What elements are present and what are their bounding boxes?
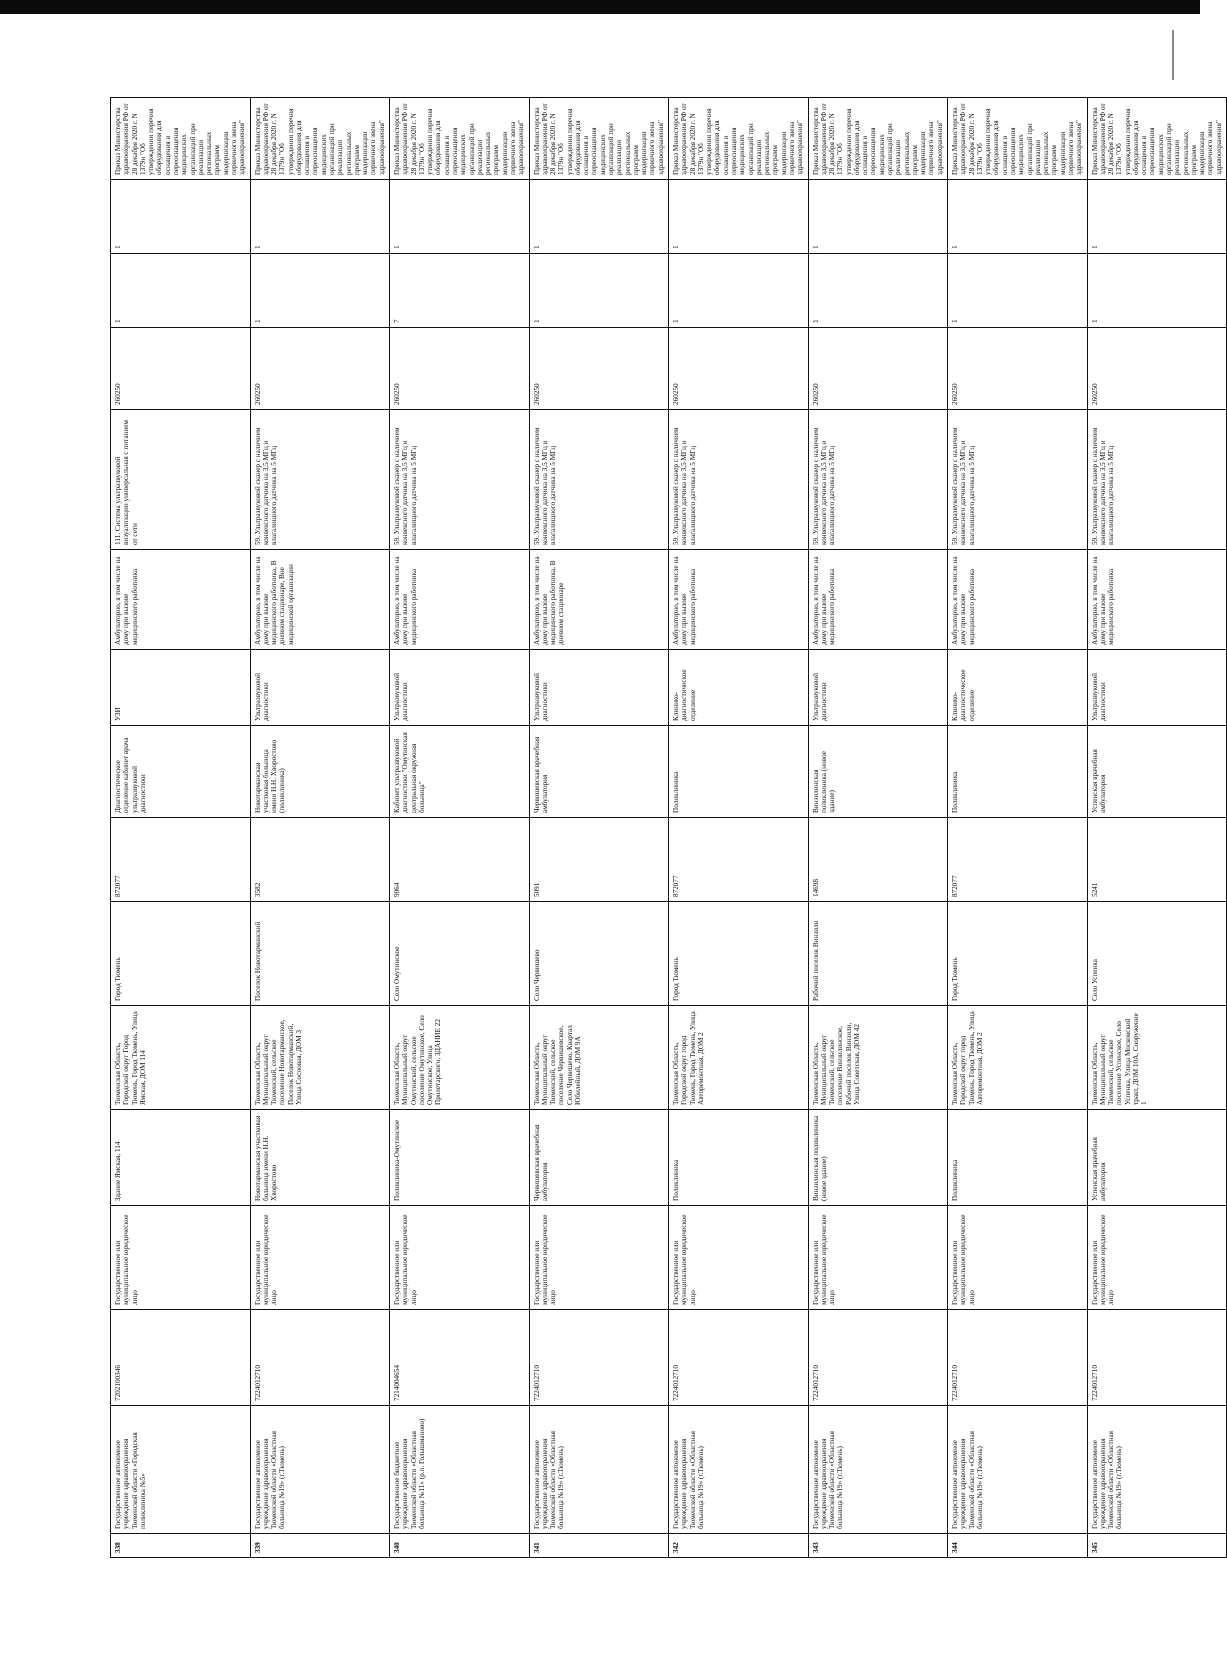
legal-form-cell: Государственное или муниципальное юридическое лицо — [808, 1206, 948, 1310]
population-cell: 14698 — [808, 818, 948, 902]
care-conditions-cell: Амбулаторно, в том числе на дому при вызове медицинского работника — [948, 550, 1088, 650]
equipment-code-cell: 260250 — [669, 328, 809, 410]
room-cell: Клинико-диагностическое отделение — [948, 650, 1088, 726]
table-row — [529, 98, 669, 1558]
building-name-cell: Винзилинская поликлиника (новое здание) — [808, 1110, 948, 1206]
legal-form-cell: Государственное или муниципальное юридическое лицо — [250, 1206, 390, 1310]
equipment-code-cell: 260250 — [250, 328, 390, 410]
address-cell: Тюменская Область, Муниципальный округ Тюменский, сельское поселение Новотарманское, Поселок Новотарманский, Улица Сосновая, ДОМ 3 — [250, 1006, 390, 1110]
organization-name-cell: Государственное автономное учреждение здравоохранения Тюменской области «Областная больница №19» (г.Тюмень) — [529, 1406, 669, 1534]
row-number-cell: 339 — [250, 1534, 390, 1558]
locality-cell: Село Омутинское — [390, 902, 530, 1006]
quantity-1-cell: 7 — [390, 254, 530, 328]
population-cell: 9064 — [390, 818, 530, 902]
quantity-1-cell: 1 — [1087, 254, 1227, 328]
equipment-code-cell: 260250 — [1087, 328, 1227, 410]
department-cell: Червишевская врачебная амбулатория — [529, 726, 669, 818]
address-cell: Тюменская Область, Городской округ город Тюмень, Город Тюмень, Улица Авторемонтная, ДОМ 2 — [669, 1006, 809, 1110]
inn-code-cell: 7224012710 — [1087, 1310, 1227, 1406]
room-cell: УЗИ — [111, 650, 251, 726]
room-cell: Ультразвуковой диагностики — [1087, 650, 1227, 726]
care-conditions-cell: Амбулаторно, в том числе на дому при вызове медицинского работника — [669, 550, 809, 650]
equipment-name-cell: 111. Система ультразвуковой визуализации универсальная с питанием от сети — [111, 410, 251, 550]
organization-name-cell: Государственное автономное учреждение здравоохранения Тюменской области «Областная больница №19» (г.Тюмень) — [669, 1406, 809, 1534]
building-name-cell: Поликлиника-Омутинское — [390, 1110, 530, 1206]
quantity-1-cell: 1 — [250, 254, 390, 328]
organization-name-cell: Государственное бюджетное учреждение здравоохранения Тюменской области «Областная больница №11» (р.п. Голышманово) — [390, 1406, 530, 1534]
table-row — [390, 98, 530, 1558]
table-row — [669, 98, 809, 1558]
building-name-cell: Поликлиника — [948, 1110, 1088, 1206]
equipment-code-cell: 260250 — [808, 328, 948, 410]
inn-code-cell: 7224012710 — [529, 1310, 669, 1406]
department-cell: Новотарманская участковая больница имени Н.Н. Хворостово (поликлиника) — [250, 726, 390, 818]
address-cell: Тюменская Область, Муниципальный округ Тюменский, сельское поселение Успенское, Село Успенка, Улица Московский тракт, ДОМ 10А, Сооружение 1 — [1087, 1006, 1227, 1110]
building-name-cell: Червишевская врачебная амбулатория — [529, 1110, 669, 1206]
organization-name-cell: Государственное автономное учреждение здравоохранения Тюменской области «Городская поликлиника №5» — [111, 1406, 251, 1534]
legal-basis-cell: Приказ Министерства здравоохранения РФ от 28 декабря 2020 г. N 1379н "Об утверждении перечня оборудования для оснащения и переоснащения медицинских организаций при реализации региональных программ модернизации первичного звена здравоохранения" — [1087, 98, 1227, 180]
quantity-2-cell: 1 — [1087, 180, 1227, 254]
inn-code-cell: 7224012710 — [669, 1310, 809, 1406]
room-cell: Ультразвуковой диагностики — [808, 650, 948, 726]
legal-form-cell: Государственное или муниципальное юридическое лицо — [948, 1206, 1088, 1310]
department-cell: Диагностическое отделение кабинет врача ультразвуковой диагностики — [111, 726, 251, 818]
quantity-1-cell: 1 — [948, 254, 1088, 328]
quantity-1-cell: 1 — [111, 254, 251, 328]
equipment-code-cell: 260250 — [390, 328, 530, 410]
equipment-name-cell: 59. Ультразвуковой сканер с наличием конвексного датчика на 3,5 МГц и влагалищного датчика на 5 МГц — [529, 410, 669, 550]
care-conditions-cell: Амбулаторно, в том числе на дому при вызове медицинского работника, В дневном стационаре — [529, 550, 669, 650]
row-number-cell: 338 — [111, 1534, 251, 1558]
quantity-1-cell: 1 — [808, 254, 948, 328]
row-number-cell: 345 — [1087, 1534, 1227, 1558]
room-cell: Клинико-диагностическое отделение — [669, 650, 809, 726]
room-cell: Ультразвуковой диагностики — [250, 650, 390, 726]
legal-basis-cell: Приказ Министерства здравоохранения РФ от 28 декабря 2020 г. N 1379н "Об утверждении перечня оборудования для оснащения и переоснащения медицинских организаций при реализации региональных программ модернизации первичного звена здравоохранения" — [111, 98, 251, 180]
table-row — [1087, 98, 1227, 1558]
room-cell: Ультразвуковой диагностики — [390, 650, 530, 726]
equipment-registry-table — [110, 97, 1227, 1558]
department-cell: Успенская врачебная амбулатория — [1087, 726, 1227, 818]
quantity-2-cell: 1 — [250, 180, 390, 254]
population-cell: 3582 — [250, 818, 390, 902]
row-number-cell: 343 — [808, 1534, 948, 1558]
organization-name-cell: Государственное автономное учреждение здравоохранения Тюменской области «Областная больница №19» (г.Тюмень) — [808, 1406, 948, 1534]
population-cell: 872077 — [111, 818, 251, 902]
population-cell: 872077 — [669, 818, 809, 902]
locality-cell: Село Успенка — [1087, 902, 1227, 1006]
quantity-2-cell: 1 — [948, 180, 1088, 254]
table-body — [111, 98, 1227, 1558]
legal-form-cell: Государственное или муниципальное юридическое лицо — [669, 1206, 809, 1310]
care-conditions-cell: Амбулаторно, в том числе на дому при вызове медицинского работника — [390, 550, 530, 650]
quantity-2-cell: 1 — [529, 180, 669, 254]
equipment-code-cell: 260250 — [529, 328, 669, 410]
equipment-name-cell: 59. Ультразвуковой сканер с наличием конвексного датчика на 3,5 МГц и влагалищного датчика на 5 МГц — [948, 410, 1088, 550]
equipment-name-cell: 59. Ультразвуковой сканер с наличием конвексного датчика на 3,5 МГц и влагалищного датчика на 5 МГц — [669, 410, 809, 550]
row-number-cell: 340 — [390, 1534, 530, 1558]
address-cell: Тюменская Область, Муниципальный округ Тюменский, сельское поселение Винзилинское, Рабочий поселок Винзили, Улица Советская, ДОМ 42 — [808, 1006, 948, 1110]
row-number-cell: 344 — [948, 1534, 1088, 1558]
legal-basis-cell: Приказ Министерства здравоохранения РФ от 28 декабря 2020 г. N 1379н "Об утверждении перечня оборудования для оснащения и переоснащения медицинских организаций при реализации региональных программ модернизации первичного звена здравоохранения" — [250, 98, 390, 180]
building-name-cell: Здание Ямская, 114 — [111, 1110, 251, 1206]
row-number-cell: 342 — [669, 1534, 809, 1558]
care-conditions-cell: Амбулаторно, в том числе на дому при вызове медицинского работника — [1087, 550, 1227, 650]
address-cell: Тюменская Область, Городской округ город Тюмень, Город Тюмень, Улица Авторемонтная, ДОМ 2 — [948, 1006, 1088, 1110]
legal-basis-cell: Приказ Министерства здравоохранения РФ от 28 декабря 2020 г. N 1379н "Об утверждении перечня оборудования для оснащения и переоснащения медицинских организаций при реализации региональных программ модернизации первичного звена здравоохранения" — [529, 98, 669, 180]
legal-form-cell: Государственное или муниципальное юридическое лицо — [390, 1206, 530, 1310]
organization-name-cell: Государственное автономное учреждение здравоохранения Тюменской области «Областная больница №19» (г.Тюмень) — [1087, 1406, 1227, 1534]
room-cell: Ультразвуковой диагностики — [529, 650, 669, 726]
equipment-code-cell: 260250 — [948, 328, 1088, 410]
document-page — [110, 98, 1223, 1558]
population-cell: 5241 — [1087, 818, 1227, 902]
equipment-name-cell: 59. Ультразвуковой сканер с наличием конвексного датчика на 3,5 МГц и влагалищного датчика на 5 МГц — [1087, 410, 1227, 550]
row-number-cell: 341 — [529, 1534, 669, 1558]
address-cell: Тюменская Область, Муниципальный округ Тюменский, сельское поселение Червишевское, Село Червишево, Квартал Юбилейный, ДОМ 9А — [529, 1006, 669, 1110]
building-name-cell: Успенская врачебная амбулатория — [1087, 1110, 1227, 1206]
inn-code-cell: 7224012710 — [808, 1310, 948, 1406]
equipment-code-cell: 260250 — [111, 328, 251, 410]
inn-code-cell: 7202100346 — [111, 1310, 251, 1406]
population-cell: 872077 — [948, 818, 1088, 902]
building-name-cell: Поликлиника — [669, 1110, 809, 1206]
locality-cell: Село Червишево — [529, 902, 669, 1006]
quantity-2-cell: 1 — [390, 180, 530, 254]
equipment-name-cell: 59. Ультразвуковой сканер с наличием конвексного датчика на 3,5 МГц и влагалищного датчика на 5 МГц — [250, 410, 390, 550]
care-conditions-cell: Амбулаторно, в том числе на дому при вызове медицинского работника — [111, 550, 251, 650]
equipment-name-cell: 59. Ультразвуковой сканер с наличием конвексного датчика на 3,5 МГц и влагалищного датчика на 5 МГц — [390, 410, 530, 550]
quantity-2-cell: 1 — [808, 180, 948, 254]
care-conditions-cell: Амбулаторно, в том числе на дому при вызове медицинского работника — [808, 550, 948, 650]
department-cell: Винзилинская поликлиника (новое здание) — [808, 726, 948, 818]
locality-cell: Город Тюмень — [669, 902, 809, 1006]
inn-code-cell: 7224012710 — [948, 1310, 1088, 1406]
legal-basis-cell: Приказ Министерства здравоохранения РФ от 28 декабря 2020 г. N 1379н "Об утверждении перечня оборудования для оснащения и переоснащения медицинских организаций при реализации региональных программ модернизации первичного звена здравоохранения" — [669, 98, 809, 180]
locality-cell: Город Тюмень — [948, 902, 1088, 1006]
inn-code-cell: 7224012710 — [250, 1310, 390, 1406]
department-cell: Кабинет ультразвуковой диагностики "Омутинская центральная окружная больница" — [390, 726, 530, 818]
legal-form-cell: Государственное или муниципальное юридическое лицо — [529, 1206, 669, 1310]
table-row — [250, 98, 390, 1558]
department-cell: Поликлиника — [669, 726, 809, 818]
legal-basis-cell: Приказ Министерства здравоохранения РФ от 28 декабря 2020 г. N 1379н "Об утверждении перечня оборудования для оснащения и переоснащения медицинских организаций при реализации региональных программ модернизации первичного звена здравоохранения" — [390, 98, 530, 180]
legal-basis-cell: Приказ Министерства здравоохранения РФ от 28 декабря 2020 г. N 1379н "Об утверждении перечня оборудования для оснащения и переоснащения медицинских организаций при реализации региональных программ модернизации первичного звена здравоохранения" — [948, 98, 1088, 180]
quantity-2-cell: 1 — [111, 180, 251, 254]
locality-cell: Город Тюмень — [111, 902, 251, 1006]
legal-form-cell: Государственное или муниципальное юридическое лицо — [1087, 1206, 1227, 1310]
organization-name-cell: Государственное автономное учреждение здравоохранения Тюменской области «Областная больница №19» (г.Тюмень) — [948, 1406, 1088, 1534]
scan-top-edge — [0, 0, 1200, 14]
quantity-1-cell: 1 — [669, 254, 809, 328]
locality-cell: Рабочий поселок Винзили — [808, 902, 948, 1006]
scan-margin-mark — [1172, 30, 1174, 80]
inn-code-cell: 7214004654 — [390, 1310, 530, 1406]
care-conditions-cell: Амбулаторно, в том числе на дому при вызове медицинского работника, В дневном стационаре, Вне медицинской организации — [250, 550, 390, 650]
legal-form-cell: Государственное или муниципальное юридическое лицо — [111, 1206, 251, 1310]
rotated-table-frame — [110, 98, 1223, 1558]
legal-basis-cell: Приказ Министерства здравоохранения РФ от 28 декабря 2020 г. N 1379н "Об утверждении перечня оборудования для оснащения и переоснащения медицинских организаций при реализации региональных программ модернизации первичного звена здравоохранения" — [808, 98, 948, 180]
population-cell: 5091 — [529, 818, 669, 902]
quantity-2-cell: 1 — [669, 180, 809, 254]
organization-name-cell: Государственное автономное учреждение здравоохранения Тюменской области «Областная больница №19» (г.Тюмень) — [250, 1406, 390, 1534]
table-row — [948, 98, 1088, 1558]
address-cell: Тюменская Область, Городской округ Город Тюмень, Город Тюмень, Улица Ямская, ДОМ 114 — [111, 1006, 251, 1110]
equipment-name-cell: 59. Ультразвуковой сканер с наличием конвексного датчика на 3,5 МГц и влагалищного датчика на 5 МГц — [808, 410, 948, 550]
quantity-1-cell: 1 — [529, 254, 669, 328]
table-row — [111, 98, 251, 1558]
building-name-cell: Новотарманская участковая больница имени Н.Н. Хворостово — [250, 1110, 390, 1206]
locality-cell: Поселок Новотарманский — [250, 902, 390, 1006]
address-cell: Тюменская Область, Муниципальный округ Омутинский, сельское поселение Омутинское, Село Омутинское, Улица Пролетарского, ЗДАНИЕ 22 — [390, 1006, 530, 1110]
department-cell: Поликлиника — [948, 726, 1088, 818]
table-row — [808, 98, 948, 1558]
